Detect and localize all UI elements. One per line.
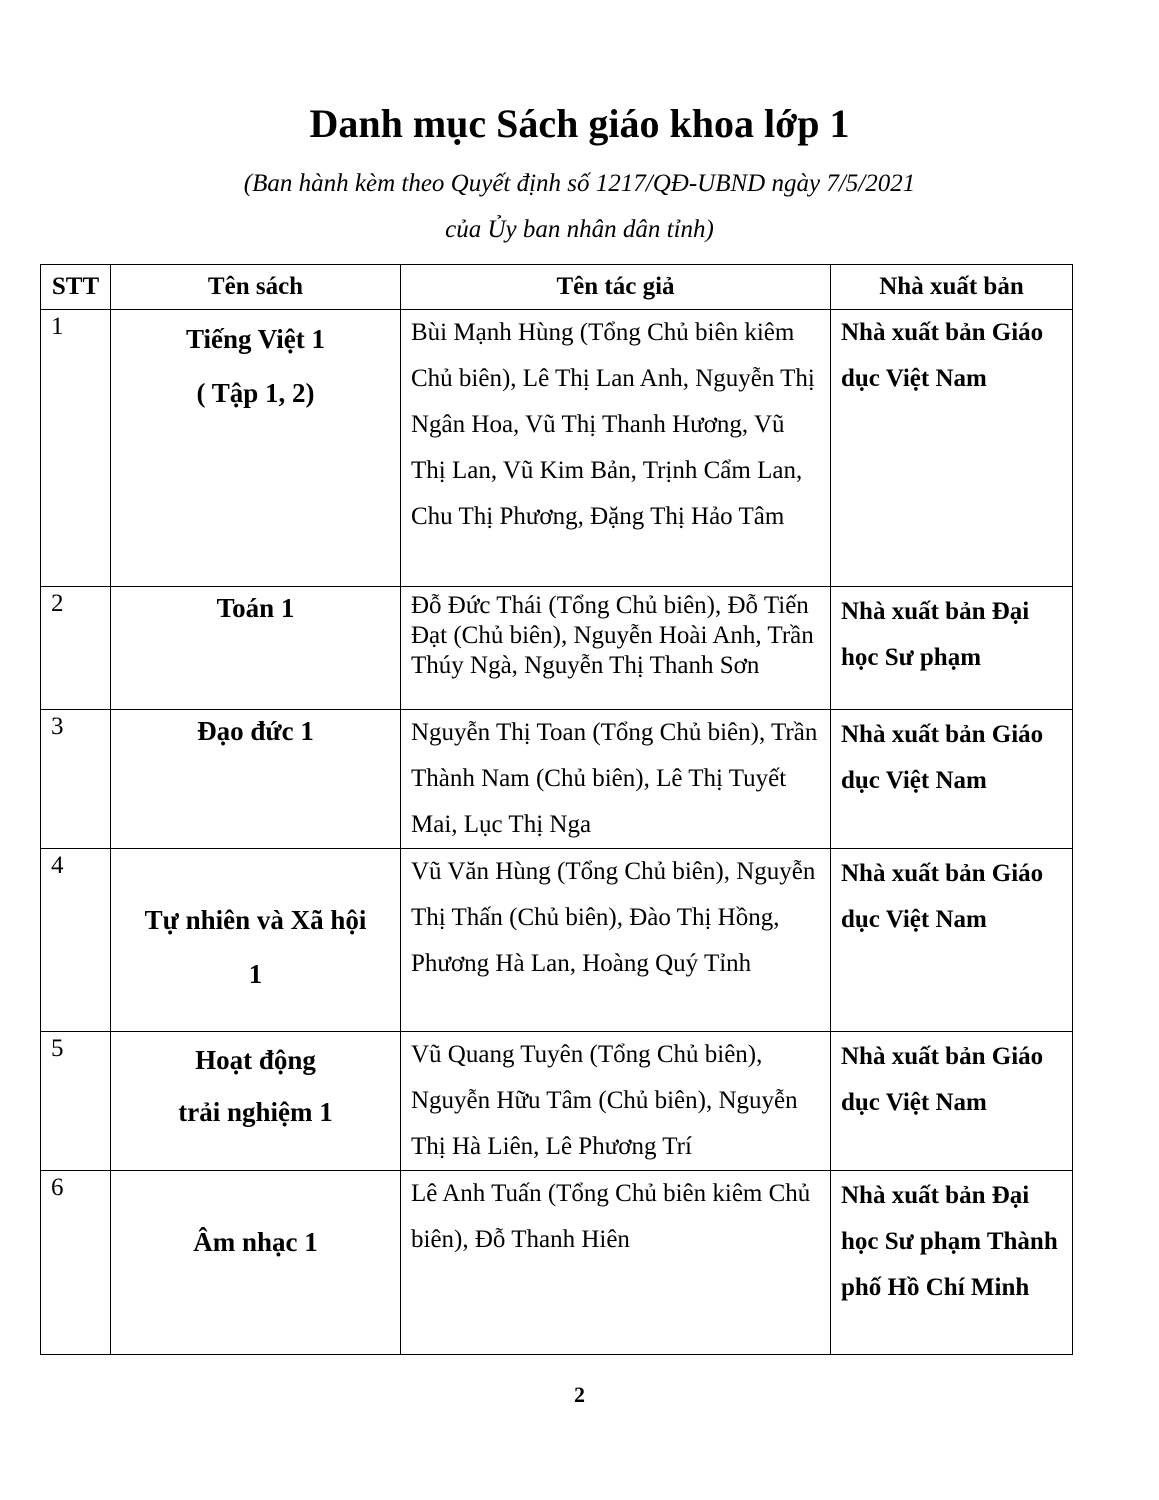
book-name-line: Hoạt động bbox=[195, 1045, 316, 1075]
book-name-line: Đạo đức 1 bbox=[197, 716, 314, 746]
row-publisher: Nhà xuất bản Giáo dục Việt Nam bbox=[831, 1032, 1073, 1171]
row-book-name bbox=[111, 1032, 401, 1171]
document-subtitle-line2: của Ủy ban nhân dân tỉnh) bbox=[445, 216, 714, 243]
header-book-name: Tên sách bbox=[111, 265, 401, 310]
header-stt: STT bbox=[41, 265, 111, 310]
table-row bbox=[41, 1171, 1073, 1355]
row-stt: 3 bbox=[41, 710, 111, 849]
row-book-name bbox=[111, 849, 401, 1032]
row-authors: Nguyễn Thị Toan (Tổng Chủ biên), Trần Thành Nam (Chủ biên), Lê Thị Tuyết Mai, Lục Thị Nga bbox=[401, 710, 831, 849]
page-number: 2 bbox=[574, 1382, 585, 1407]
row-stt: 1 bbox=[41, 310, 111, 587]
row-stt: 6 bbox=[41, 1171, 111, 1355]
row-book-name bbox=[111, 710, 401, 849]
table-row bbox=[41, 1032, 1073, 1171]
document-subtitle-line1: (Ban hành kèm theo Quyết định số 1217/QĐ-UBND ngày 7/5/2021 bbox=[243, 170, 916, 197]
book-name-line: Toán 1 bbox=[216, 593, 295, 623]
row-publisher: Nhà xuất bản Đại học Sư phạm bbox=[831, 587, 1073, 710]
document-title: Danh mục Sách giáo khoa lớp 1 bbox=[309, 101, 850, 146]
row-book-name bbox=[111, 310, 401, 587]
table-row bbox=[41, 587, 1073, 710]
row-book-name bbox=[111, 587, 401, 710]
row-publisher: Nhà xuất bản Giáo dục Việt Nam bbox=[831, 849, 1073, 1032]
table-header-row bbox=[41, 265, 1073, 310]
header-publisher: Nhà xuất bản bbox=[831, 265, 1073, 310]
book-name-line: Âm nhạc 1 bbox=[193, 1227, 318, 1257]
row-publisher: Nhà xuất bản Giáo dục Việt Nam bbox=[831, 310, 1073, 587]
book-name-line: Tiếng Việt 1 bbox=[185, 324, 325, 354]
row-stt: 4 bbox=[41, 849, 111, 1032]
book-name-line: trải nghiệm 1 bbox=[178, 1097, 333, 1127]
book-name-line: Tự nhiên và Xã hội bbox=[144, 905, 367, 935]
row-book-name bbox=[111, 1171, 401, 1355]
row-publisher: Nhà xuất bản Giáo dục Việt Nam bbox=[831, 710, 1073, 849]
header-authors: Tên tác giả bbox=[401, 265, 831, 310]
row-authors: Đỗ Đức Thái (Tổng Chủ biên), Đỗ Tiến Đạt (Chủ biên), Nguyễn Hoài Anh, Trần Thúy Ngà, Nguyễn Thị Thanh Sơn bbox=[401, 587, 831, 710]
book-name-line: ( Tập 1, 2) bbox=[196, 378, 315, 408]
row-authors: Lê Anh Tuấn (Tổng Chủ biên kiêm Chủ biên), Đỗ Thanh Hiên bbox=[401, 1171, 831, 1355]
textbook-table bbox=[40, 264, 1073, 1355]
table-row bbox=[41, 310, 1073, 587]
row-authors: Vũ Quang Tuyên (Tổng Chủ biên), Nguyễn Hữu Tâm (Chủ biên), Nguyễn Thị Hà Liên, Lê Phương Trí bbox=[401, 1032, 831, 1171]
row-authors: Vũ Văn Hùng (Tổng Chủ biên), Nguyễn Thị Thấn (Chủ biên), Đào Thị Hồng, Phương Hà Lan, Hoàng Quý Tỉnh bbox=[401, 849, 831, 1032]
row-stt: 2 bbox=[41, 587, 111, 710]
row-stt: 5 bbox=[41, 1032, 111, 1171]
table-row bbox=[41, 849, 1073, 1032]
table-row bbox=[41, 710, 1073, 849]
row-publisher: Nhà xuất bản Đại học Sư phạm Thành phố Hồ Chí Minh bbox=[831, 1171, 1073, 1355]
row-authors: Bùi Mạnh Hùng (Tổng Chủ biên kiêm Chủ biên), Lê Thị Lan Anh, Nguyễn Thị Ngân Hoa, Vũ Thị Thanh Hương, Vũ Thị Lan, Vũ Kim Bản, Trịnh Cẩm Lan, Chu Thị Phương, Đặng Thị Hảo Tâm bbox=[401, 310, 831, 587]
book-name-line: 1 bbox=[248, 959, 263, 989]
